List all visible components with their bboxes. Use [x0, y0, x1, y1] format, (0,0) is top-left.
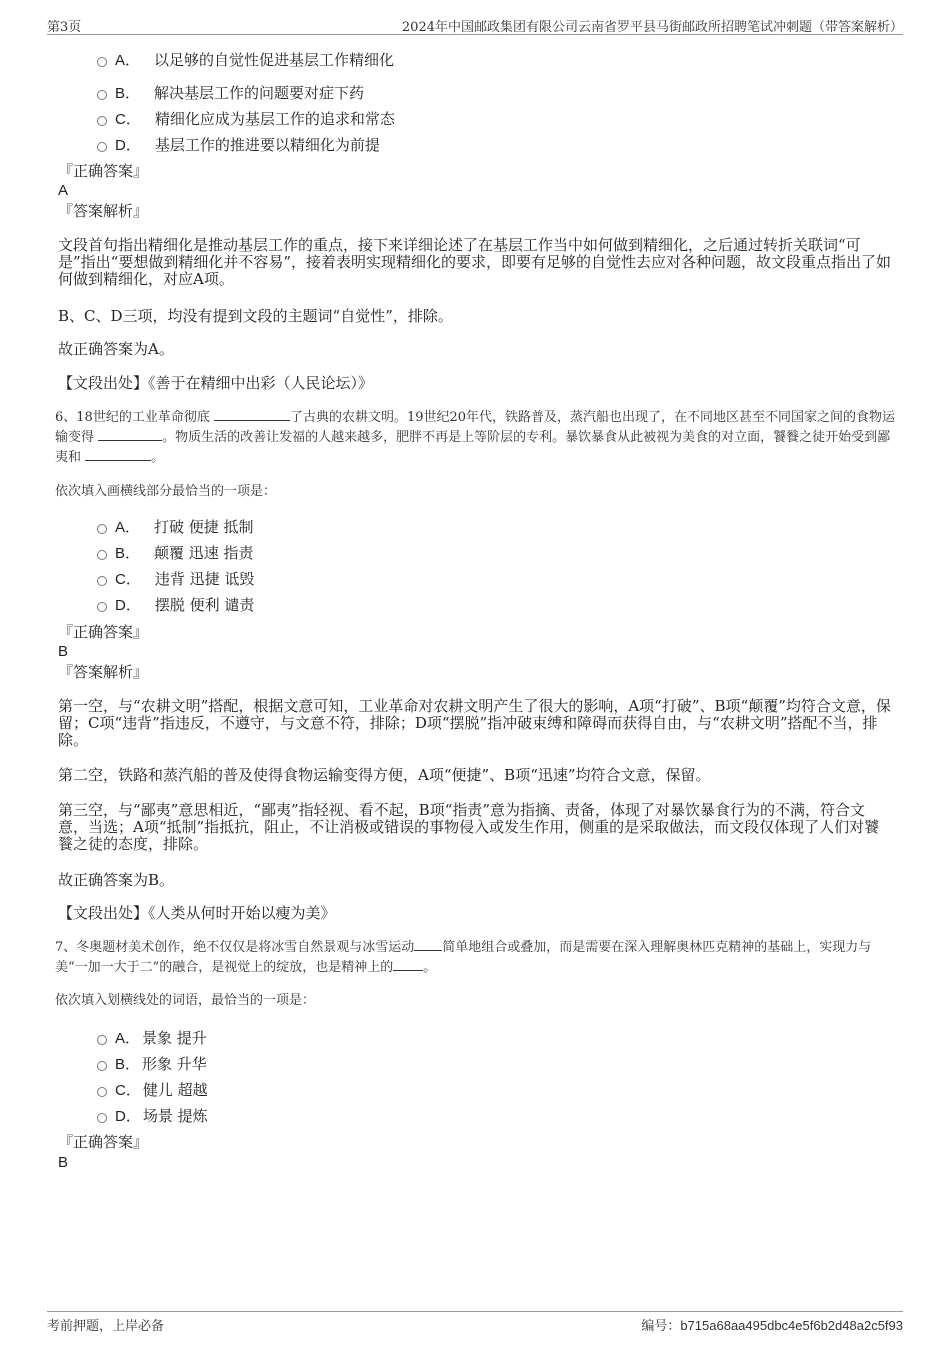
- analysis-paragraph: B、C、D三项，均没有提到文段的主题词“自觉性”，排除。: [58, 307, 453, 325]
- answer-value: B: [58, 643, 69, 660]
- q6-option-a[interactable]: A． 打破 便捷 抵制: [97, 518, 254, 537]
- answer-value: B: [58, 1154, 69, 1171]
- q5-option-d[interactable]: D． 基层工作的推进要以精细化为前提: [97, 136, 380, 155]
- analysis-paragraph: 文段首句指出精细化是推动基层工作的重点，接下来详细论述了在基层工作当中如何做到精细化，之后通过转折关联词“可是”指出“要想做到精细化并不容易”，接着表明实现精细化的要求，即要有足够的自觉性去应对各种问题，故文段重点指出了如何做到精细化，对应A项。: [58, 236, 892, 288]
- radio-icon[interactable]: [97, 602, 107, 612]
- source-citation: 【文段出处】《人类从何时开始以瘦为美》: [58, 904, 336, 922]
- q7-option-b[interactable]: B． 形象 升华: [97, 1055, 207, 1074]
- source-citation: 【文段出处】《善于在精细中出彩（人民论坛）》: [58, 374, 374, 392]
- document-code: 编号：b715a68aa495dbc4e5f6b2d48a2c5f93: [641, 1318, 903, 1334]
- q6-option-c[interactable]: C． 违背 迅捷 诋毁: [97, 570, 254, 589]
- question-stem: 7、冬奥题材美术创作，绝不仅仅是将冰雪自然景观与冰雪运动 简单地组合或叠加，而是需要在深入理解奥林匹克精神的基础上，实现力与美“一加一大于二”的融合，是视觉上的绽放，也是精神上的 。: [55, 940, 872, 975]
- radio-icon[interactable]: [97, 1035, 107, 1045]
- q5-option-b[interactable]: B． 解决基层工作的问题要对症下药: [97, 84, 364, 103]
- document-title: 2024年中国邮政集团有限公司云南省罗平县马街邮政所招聘笔试冲刺题（带答案解析）: [401, 20, 903, 35]
- fill-blank: [85, 448, 151, 461]
- radio-icon[interactable]: [97, 142, 107, 152]
- q7-option-c[interactable]: C． 健儿 超越: [97, 1081, 208, 1100]
- q7-option-a[interactable]: A． 景象 提升: [97, 1029, 207, 1048]
- page-header: [47, 16, 903, 35]
- fill-blank: [214, 408, 290, 421]
- fill-blank: [393, 958, 423, 971]
- answer-label: 『正确答案』: [58, 623, 149, 641]
- footer-slogan: 考前押题，上岸必备: [47, 1319, 165, 1334]
- radio-icon[interactable]: [97, 116, 107, 126]
- radio-icon[interactable]: [97, 1087, 107, 1097]
- fill-blank: [414, 938, 442, 951]
- radio-icon[interactable]: [97, 57, 107, 67]
- analysis-paragraph: 第三空，与“鄙夷”意思相近，“鄙夷”指轻视、看不起，B项“指责”意为指摘、责备，体现了对暴饮暴食行为的不满，符合文意，当选；A项“抵制”指抵抗，阻止，不让消极或错误的事物侵入或发生作用，侧重的是采取做法，而文段仅体现了人们对饕餮之徒的态度，排除。: [58, 801, 880, 853]
- question-prompt: 依次填入划横线处的词语，最恰当的一项是：: [55, 993, 316, 1008]
- analysis-label: 『答案解析』: [58, 202, 149, 220]
- q6-option-b[interactable]: B． 颠覆 迅速 指责: [97, 544, 254, 563]
- radio-icon[interactable]: [97, 1061, 107, 1071]
- answer-value: A: [58, 182, 69, 199]
- analysis-paragraph: 第二空，铁路和蒸汽船的普及使得食物运输变得方便，A项“便捷”、B项“迅速”均符合文意，保留。: [58, 766, 711, 784]
- radio-icon[interactable]: [97, 524, 107, 534]
- question-prompt: 依次填入画横线部分最恰当的一项是：: [55, 484, 277, 499]
- q6-option-d[interactable]: D． 摆脱 便利 谴责: [97, 596, 254, 615]
- fill-blank: [98, 428, 162, 441]
- answer-label: 『正确答案』: [58, 162, 149, 180]
- analysis-label: 『答案解析』: [58, 663, 149, 681]
- radio-icon[interactable]: [97, 576, 107, 586]
- radio-icon[interactable]: [97, 550, 107, 560]
- answer-label: 『正确答案』: [58, 1133, 149, 1151]
- radio-icon[interactable]: [97, 90, 107, 100]
- q7-option-d[interactable]: D． 场景 提炼: [97, 1107, 208, 1126]
- page-footer: [47, 1311, 903, 1334]
- page-number: 第3页: [47, 20, 82, 35]
- q5-option-a[interactable]: A． 以足够的自觉性促进基层工作精细化: [97, 51, 394, 70]
- q5-option-c[interactable]: C． 精细化应成为基层工作的追求和常态: [97, 110, 395, 129]
- question-stem: 6、18世纪的工业革命彻底 了古典的农耕文明。19世纪20年代，铁路普及，蒸汽船也出现了，在不同地区甚至不同国家之间的食物运输变得 。物质生活的改善让发福的人越来越多，肥胖不再是上等阶层的专利。暴饮暴食从此被视为美食的对立面，饕餮之徒开始受到鄙夷和 。: [55, 410, 896, 465]
- analysis-paragraph: 第一空，与“农耕文明”搭配，根据文意可知，工业革命对农耕文明产生了很大的影响，A项“打破”、B项“颠覆”均符合文意，保留；C项“违背”指违反，不遵守，与文意不符，排除；D项“摆脱”指冲破束缚和障碍而获得自由，与“农耕文明”搭配不当，排除。: [58, 697, 891, 749]
- radio-icon[interactable]: [97, 1113, 107, 1123]
- analysis-paragraph: 故正确答案为A。: [58, 340, 174, 358]
- analysis-paragraph: 故正确答案为B。: [58, 871, 175, 889]
